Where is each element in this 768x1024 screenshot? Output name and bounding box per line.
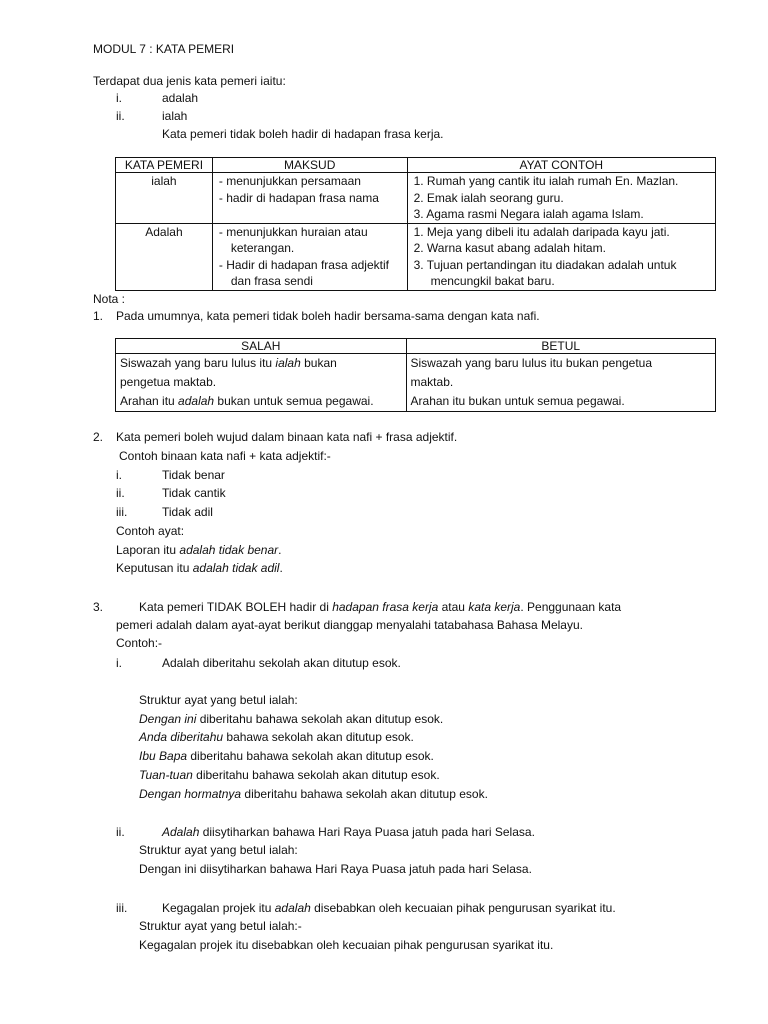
contoh-label: Contoh ayat: xyxy=(116,524,185,538)
table-cell-term: ialah xyxy=(116,173,213,224)
note-number: 1. xyxy=(93,309,104,323)
salah-line xyxy=(120,354,402,373)
table-header: AYAT CONTOH xyxy=(407,158,715,173)
example-line: 2. Warna kasut abang adalah hitam. xyxy=(413,241,606,255)
example-line: 3. Agama rasmi Negara ialah agama Islam. xyxy=(413,207,644,221)
italic-word: adalah xyxy=(178,394,215,408)
text-span: . xyxy=(279,561,283,575)
struktur-sentence xyxy=(139,768,440,782)
example-line: 3. Tujuan pertandingan itu diadakan adalah untuk mencungkil bakat baru. xyxy=(413,257,677,288)
text-span: Laporan itu xyxy=(116,543,180,557)
betul-line: Siswazah yang baru lulus itu bukan pengetua xyxy=(410,356,653,370)
text-span: disebabkan oleh kecuaian pihak pengurusan syarikat itu. xyxy=(310,901,616,915)
page-title: MODUL 7 : KATA PEMERI xyxy=(93,42,235,56)
table-cell-salah xyxy=(116,354,407,412)
list-item-number: i. xyxy=(116,91,122,105)
text-span: diberitahu bahawa sekolah akan ditutup esok. xyxy=(196,712,444,726)
text-span: diberitahu bahawa sekolah akan ditutup esok. xyxy=(187,749,434,763)
example-line: 1. Meja yang dibeli itu adalah daripada kayu jati. xyxy=(413,224,670,239)
text-span: bukan untuk semua pegawai. xyxy=(214,394,374,408)
nota-label: Nota : xyxy=(93,292,126,306)
text-span: atau xyxy=(438,600,469,614)
struktur-label: Struktur ayat yang betul ialah: xyxy=(139,693,298,707)
text-span: Arahan itu xyxy=(120,394,179,408)
italic-phrase: Anda diberitahu xyxy=(139,730,224,744)
salah-line xyxy=(120,392,402,411)
table-cell-examples xyxy=(407,173,715,224)
contoh-label: Contoh:- xyxy=(116,636,163,650)
text-span: Keputusan itu xyxy=(116,561,193,575)
table-cell-meaning xyxy=(212,173,407,224)
note-subtext: Contoh binaan kata nafi + kata adjektif:- xyxy=(119,449,331,463)
italic-phrase: Ibu Bapa xyxy=(139,749,188,763)
struktur-sentence xyxy=(139,712,443,726)
table-cell-term: Adalah xyxy=(116,223,213,290)
list-item-text: adalah xyxy=(162,91,199,105)
text-span: Siswazah yang baru lulus itu xyxy=(120,356,276,370)
list-item-number: i. xyxy=(116,468,122,482)
note-number: 2. xyxy=(93,430,104,444)
list-item-text xyxy=(162,825,535,839)
table-cell-betul xyxy=(406,354,715,412)
table-header-row xyxy=(116,158,716,173)
table-header: MAKSUD xyxy=(212,158,407,173)
italic-phrase: Tuan-tuan xyxy=(139,768,193,782)
table-header: BETUL xyxy=(406,339,715,354)
note-number: 3. xyxy=(93,600,104,614)
example-sentence xyxy=(116,561,283,575)
kata-pemeri-table xyxy=(115,157,716,291)
text-span: diisytiharkan bahawa Hari Raya Puasa jatuh pada hari Selasa. xyxy=(199,825,535,839)
note-text: Pada umumnya, kata pemeri tidak boleh hadir bersama-sama dengan kata nafi. xyxy=(116,309,540,323)
italic-phrase: Dengan hormatnya xyxy=(139,787,242,801)
text-span: bukan xyxy=(300,356,337,370)
italic-phrase: adalah tidak benar xyxy=(179,543,279,557)
list-item-text: Tidak cantik xyxy=(162,486,226,500)
table-row xyxy=(116,354,716,412)
italic-word: adalah xyxy=(274,901,311,915)
text-span: Kegagalan projek itu xyxy=(162,901,275,915)
table-row xyxy=(116,173,716,224)
intro-note: Kata pemeri tidak boleh hadir di hadapan frasa kerja. xyxy=(162,127,444,141)
intro-text: Terdapat dua jenis kata pemeri iaitu: xyxy=(93,74,286,88)
salah-line: pengetua maktab. xyxy=(120,375,217,389)
list-item-number: iii. xyxy=(116,505,128,519)
list-item-text: ialah xyxy=(162,109,188,123)
struktur-sentence xyxy=(139,730,414,744)
table-header: SALAH xyxy=(116,339,407,354)
list-item-text: Tidak benar xyxy=(162,468,225,482)
struktur-sentence: Dengan ini diisytiharkan bahawa Hari Raya Puasa jatuh pada hari Selasa. xyxy=(139,862,532,876)
example-line: 1. Rumah yang cantik itu ialah rumah En. Mazlan. xyxy=(413,174,679,188)
table-header-row xyxy=(116,339,716,354)
example-sentence xyxy=(116,543,281,557)
text-span: bahawa sekolah akan ditutup esok. xyxy=(223,730,414,744)
list-item-number: i. xyxy=(116,656,122,670)
text-span: Kata pemeri TIDAK BOLEH hadir di xyxy=(139,600,333,614)
list-item-text: Tidak adil xyxy=(162,505,213,519)
list-item-number: ii. xyxy=(116,825,125,839)
meaning-line: - menunjukkan persamaan xyxy=(218,174,361,188)
text-span: diberitahu bahawa sekolah akan ditutup esok. xyxy=(241,787,488,801)
italic-phrase: Dengan ini xyxy=(139,712,197,726)
betul-line: maktab. xyxy=(410,375,454,389)
table-cell-meaning xyxy=(212,223,407,290)
table-header: KATA PEMERI xyxy=(116,158,213,173)
meaning-line: - menunjukkan huraian atau keterangan. xyxy=(218,224,368,255)
salah-betul-table xyxy=(115,338,716,412)
list-item-number: iii. xyxy=(116,901,128,915)
table-cell-examples xyxy=(407,223,715,290)
note-text-continued: pemeri adalah dalam ayat-ayat berikut dianggap menyalahi tatabahasa Bahasa Melayu. xyxy=(116,618,583,632)
italic-word: Adalah xyxy=(162,825,200,839)
list-item-number: ii. xyxy=(116,486,125,500)
italic-phrase: kata kerja xyxy=(468,600,521,614)
table-row xyxy=(116,223,716,290)
text-span: . Penggunaan kata xyxy=(520,600,622,614)
italic-word: ialah xyxy=(275,356,301,370)
text-span: . xyxy=(278,543,282,557)
note-text: Kata pemeri boleh wujud dalam binaan kata nafi + frasa adjektif. xyxy=(116,430,458,444)
struktur-label: Struktur ayat yang betul ialah: xyxy=(139,843,298,857)
list-item-text xyxy=(162,901,616,915)
text-span: diberitahu bahawa sekolah akan ditutup esok. xyxy=(192,768,440,782)
example-line: 2. Emak ialah seorang guru. xyxy=(413,190,564,205)
list-item-number: ii. xyxy=(116,109,125,123)
italic-phrase: hadapan frasa kerja xyxy=(332,600,439,614)
meaning-line: - hadir di hadapan frasa nama xyxy=(218,190,379,205)
struktur-sentence xyxy=(139,787,488,801)
struktur-sentence xyxy=(139,749,434,763)
struktur-sentence: Kegagalan projek itu disebabkan oleh kecuaian pihak pengurusan syarikat itu. xyxy=(139,938,554,952)
note-text xyxy=(139,600,621,614)
italic-phrase: adalah tidak adil xyxy=(192,561,280,575)
struktur-label: Struktur ayat yang betul ialah:- xyxy=(139,919,302,933)
list-item-text: Adalah diberitahu sekolah akan ditutup esok. xyxy=(162,656,401,670)
betul-line: Arahan itu bukan untuk semua pegawai. xyxy=(410,394,625,408)
meaning-line: - Hadir di hadapan frasa adjektif dan frasa sendi xyxy=(218,257,389,288)
